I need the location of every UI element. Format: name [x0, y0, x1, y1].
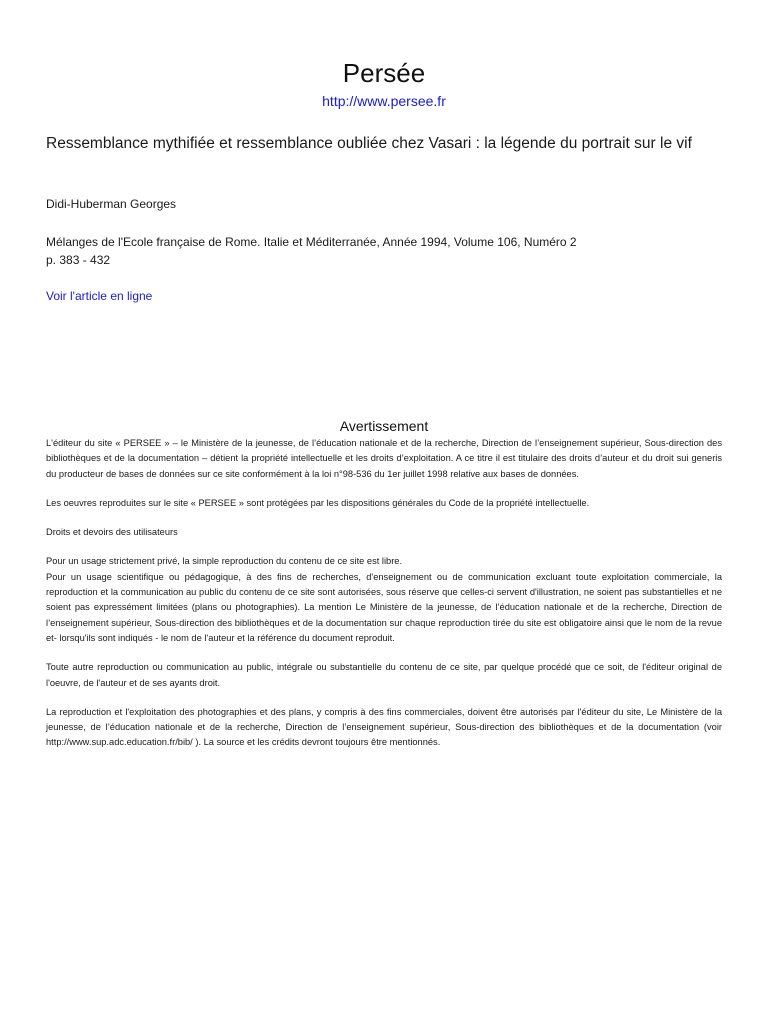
warning-paragraph-photos: La reproduction et l'exploitation des photographies et des plans, y compris à des fins commerciales, doivent être autorisés par l'éditeur du site, Le Ministère de la jeunesse, de l’éducation nationale et de la recherche, Direction de l’enseignement supérieur, Sous-direction des bibliothèques et de la documentation (voir http://www.sup.adc.education.fr/bib/ ). La source et les crédits devront toujours être mentionnés. — [46, 706, 722, 748]
article-source — [46, 233, 577, 269]
source-journal: Mélanges de l'Ecole française de Rome. Italie et Méditerranée, Année 1994, Volume 106, Numéro 2 — [46, 235, 577, 249]
warning-paragraph-scientific-use: Pour un usage scientifique ou pédagogique, à des fins de recherches, d'enseignement ou de communication excluant toute exploitation commerciale, la reproduction et la communication au public du contenu de ce site sont autorisées, sous réserve que celles-ci servent d'illustration, ne soient pas substantielles et ne soient pas expressément limitées (plans ou photographies). La mention Le Ministère de la jeunesse, de l’éducation nationale et de la recherche, Direction de l’enseignement supérieur, Sous-direction des bibliothèques et de la documentation sur chaque reproduction tirée du site est obligatoire ainsi que le nom de la revue et- lorsqu'ils sont indiqués - le nom de l'auteur et la référence du document reproduit. — [46, 571, 722, 643]
site-title: Persée — [342, 58, 426, 88]
warning-paragraph-protection: Les oeuvres reproduites sur le site « PERSEE » sont protégées par les dispositions générales du Code de la propriété intellectuelle. — [46, 497, 590, 508]
view-article-online-link[interactable]: Voir l'article en ligne — [46, 289, 153, 303]
warning-paragraph-other-use: Toute autre reproduction ou communication au public, intégrale ou substantielle du contenu de ce site, par quelque procédé que ce soit, de l'éditeur original de l'oeuvre, de l'auteur et de ses ayants droit. — [46, 662, 722, 688]
article-author: Didi-Huberman Georges — [46, 197, 177, 211]
warning-body — [46, 436, 722, 765]
source-pages: p. 383 - 432 — [46, 253, 111, 267]
article-title: Ressemblance mythifiée et ressemblance oubliée chez Vasari : la légende du portrait sur le vif — [46, 135, 692, 152]
site-url-link[interactable]: http://www.persee.fr — [322, 93, 446, 109]
warning-paragraph-rights-heading: Droits et devoirs des utilisateurs — [46, 527, 178, 538]
warning-paragraph-publisher: L'éditeur du site « PERSEE » – le Ministère de la jeunesse, de l’éducation nationale et de la recherche, Direction de l’enseignement supérieur, Sous-direction des bibliothèques et de la documentation – détient la propriété intellectuelle et les droits d’exploitation. A ce titre il est titulaire des droits d’auteur et du droit sui generis du producteur de bases de données sur ce site conformément à la loi n°98-536 du 1er juillet 1998 relative aux bases de données. — [46, 438, 722, 479]
warning-heading: Avertissement — [339, 418, 429, 434]
warning-paragraph-private-use: Pour un usage strictement privé, la simple reproduction du contenu de ce site est libre. — [46, 556, 403, 567]
